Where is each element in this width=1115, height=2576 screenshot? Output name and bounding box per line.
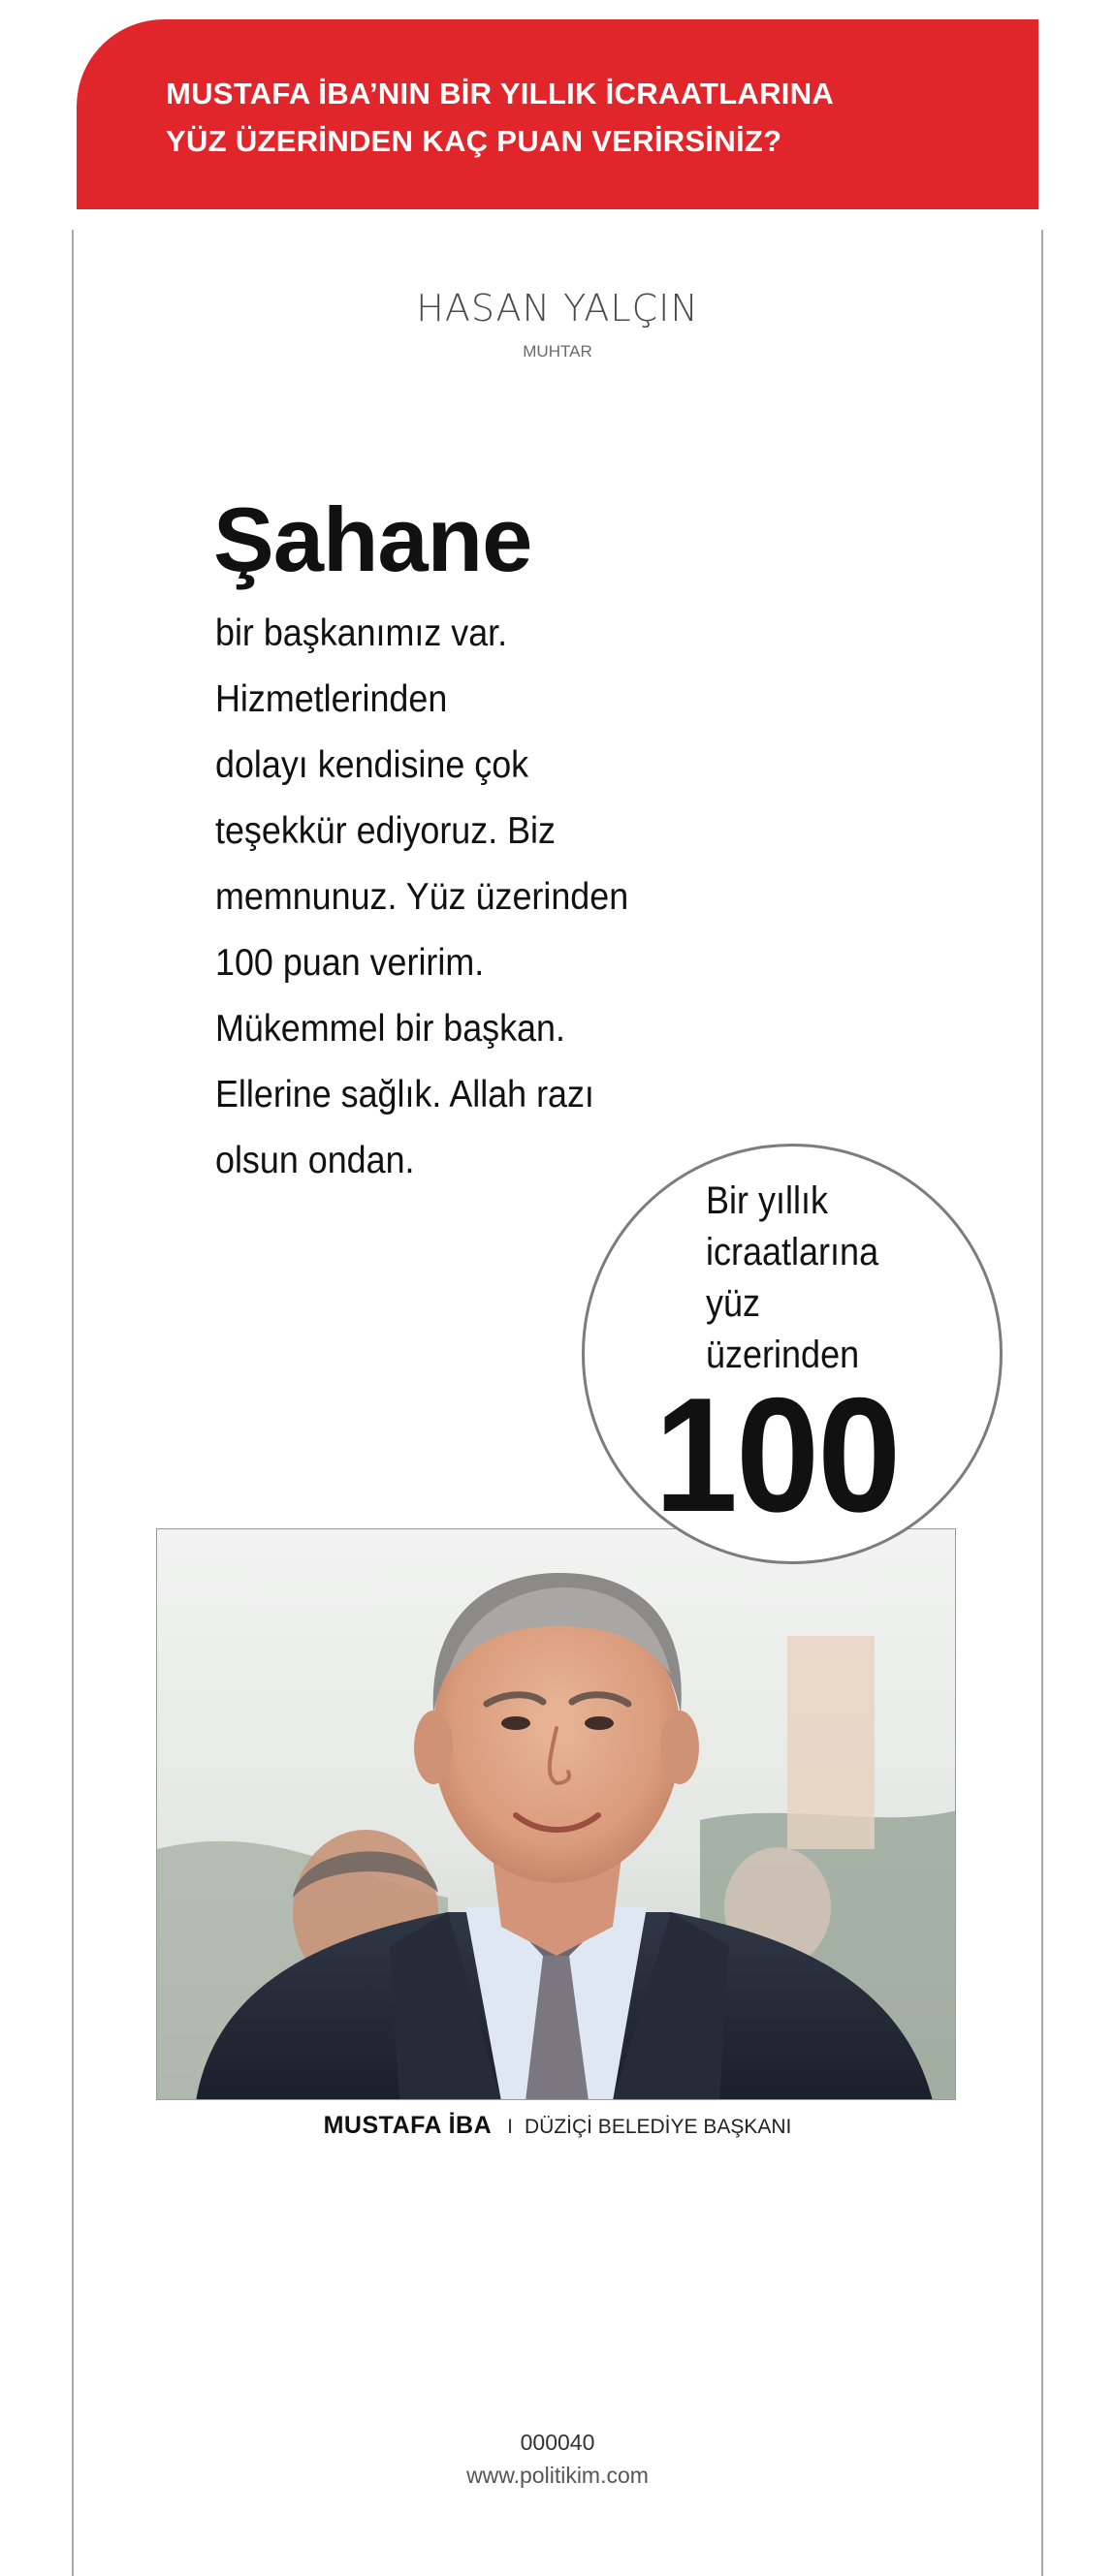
quote-line: olsun ondan. <box>215 1140 415 1181</box>
photo-caption <box>0 2110 1115 2145</box>
mayor-name: MUSTAFA İBA <box>323 2112 493 2139</box>
quote-line: dolayı kendisine çok <box>215 744 529 786</box>
quote-line: Hizmetlerinden <box>215 678 448 720</box>
score-caption-line: yüz <box>706 1282 761 1325</box>
quote-body <box>215 601 719 1194</box>
score-caption <box>706 1176 958 1381</box>
respondent-name: HASAN YALÇIN <box>416 287 699 330</box>
footer-url[interactable]: www.politikim.com <box>466 2463 649 2488</box>
banner-question-line-2: YÜZ ÜZERİNDEN KAÇ PUAN VERİRSİNİZ? <box>166 124 782 158</box>
footer-code: 000040 <box>520 2430 595 2455</box>
quote-line: teşekkür ediyoruz. Biz <box>215 810 556 852</box>
right-frame-line <box>1041 230 1043 2576</box>
mayor-portrait-illustration <box>157 1529 956 2100</box>
question-banner <box>77 19 1038 209</box>
quote-line: Ellerine sağlık. Allah razı <box>215 1074 594 1115</box>
quote-headline: Şahane <box>213 488 532 590</box>
score-value: 100 <box>654 1364 900 1546</box>
left-frame-line <box>72 230 74 2576</box>
respondent-role: MUHTAR <box>523 342 592 361</box>
quote-line: bir başkanımız var. <box>215 613 508 654</box>
quote-line: 100 puan veririm. <box>215 942 485 984</box>
quote-line: Mükemmel bir başkan. <box>215 1008 565 1050</box>
mayor-title: DÜZİÇİ BELEDİYE BAŞKANI <box>524 2116 792 2138</box>
score-caption-line: Bir yıllık <box>706 1179 828 1222</box>
mayor-photo <box>156 1528 956 2100</box>
caption-separator: I <box>507 2116 513 2138</box>
banner-question-line-1: MUSTAFA İBA’NIN BİR YILLIK İCRAATLARINA <box>166 77 835 110</box>
quote-line: memnunuz. Yüz üzerinden <box>215 876 629 918</box>
score-caption-line: üzerinden <box>706 1334 860 1376</box>
score-circle <box>582 1144 1003 1564</box>
score-caption-line: icraatlarına <box>706 1231 879 1273</box>
